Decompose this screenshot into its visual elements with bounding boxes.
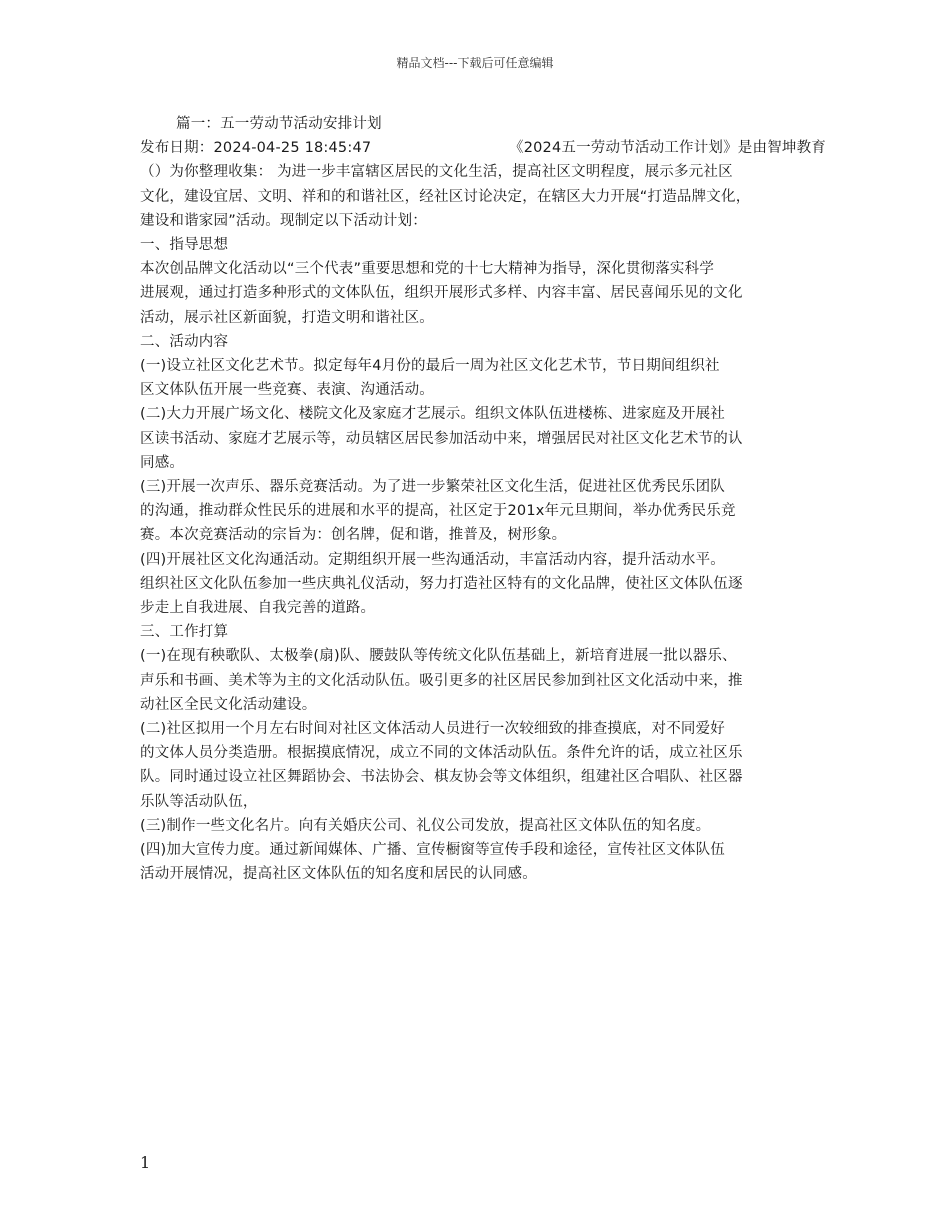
text-line: (四)加大宣传力度。通过新闻媒体、广播、宣传橱窗等宣传手段和途径，宣传社区文体队伍 [140,842,726,859]
text-line: 组织社区文化队伍参加一些庆典礼仪活动，努力打造社区特有的文化品牌，使社区文体队伍逐 [140,575,743,592]
text-line: 步走上自我进展、自我完善的道路。 [140,600,376,617]
text-line: (三)开展一次声乐、器乐竞赛活动。为了进一步繁荣社区文化生活，促进社区优秀民乐团队 [140,479,726,496]
text-line: 活动开展情况，提高社区文体队伍的知名度和居民的认同感。 [140,866,537,883]
source-note: 《2024五一劳动节活动工作计划》是由智坤教育 [509,140,826,157]
text-line: 赛。本次竞赛活动的宗旨为：创名牌，促和谐，推普及，树形象。 [140,527,567,544]
text-line: 活动，展示社区新面貌，打造文明和谐社区。 [140,309,434,326]
page-number: 1 [140,1153,151,1172]
text-line: 声乐和书画、美术等为主的文化活动队伍。吸引更多的社区居民参加到社区文化活动中来，推 [140,672,743,689]
text-line: 区文体队伍开展一些竞赛、表演、沟通活动。 [140,382,434,399]
text-line: (二)社区拟用一个月左右时间对社区文体活动人员进行一次较细致的排查摸底，对不同爱好 [140,721,726,738]
text-line: 动社区全民文化活动建设。 [140,696,317,713]
text-line: (二)大力开展广场文化、楼院文化及家庭才艺展示。组织文体队伍进楼栋、进家庭及开展社 [140,406,726,423]
document-title: 篇一：五一劳动节活动安排计划 [176,116,382,132]
text-line: （）为你整理收集： 为进一步丰富辖区居民的文化生活，提高社区文明程度，展示多元社区 [140,164,733,181]
publish-meta [140,136,826,160]
text-line: 建设和谐家园”活动。现制定以下活动计划： [140,212,428,229]
document-body [140,112,826,887]
text-line: 区读书活动、家庭才艺展示等，动员辖区居民参加活动中来，增强居民对社区文化艺术节的认 [140,430,743,447]
text-line: 的文体人员分类造册。根据摸底情况，成立不同的文体活动队伍。条件允许的话，成立社区乐 [140,745,743,762]
text-line: (四)开展社区文化沟通活动。定期组织开展一些沟通活动，丰富活动内容，提升活动水平。 [140,551,726,568]
text-line: 的沟通，推动群众性民乐的进展和水平的提高，社区定于201x年元旦期间，举办优秀民乐竞 [140,503,736,520]
publish-date: 发布日期：2024-04-25 18:45:47 [140,140,372,157]
text-line: 同感。 [140,454,185,471]
text-line: 乐队等活动队伍， [140,793,258,810]
text-line: 队。同时通过设立社区舞蹈协会、书法协会、棋友协会等文体组织，组建社区合唱队、社区器 [140,769,743,786]
text-line: 文化，建设宜居、文明、祥和的和谐社区，经社区讨论决定，在辖区大力开展“打造品牌文化， [140,188,751,205]
text-line: 本次创品牌文化活动以“三个代表”重要思想和党的十七大精神为指导，深化贯彻落实科学 [140,261,715,278]
paragraph-lines [140,160,820,886]
text-line: (一)设立社区文化艺术节。拟定每年4月份的最后一周为社区文化艺术节，节日期间组织社 [140,358,720,375]
text-line: 进展观，通过打造多种形式的文体队伍，组织开展形式多样、内容丰富、居民喜闻乐见的文化 [140,285,743,302]
text-line: (一)在现有秧歌队、太极拳(扇)队、腰鼓队等传统文化队伍基础上，新培育进展一批以器乐、 [140,648,737,665]
text-line: 一、指导思想 [140,237,229,254]
page-header: 精品文档---下载后可任意编辑 [396,56,554,70]
text-line: 三、工作打算 [140,624,229,641]
text-line: (三)制作一些文化名片。向有关婚庆公司、礼仪公司发放，提高社区文体队伍的知名度。 [140,817,711,834]
text-line: 二、活动内容 [140,333,229,350]
